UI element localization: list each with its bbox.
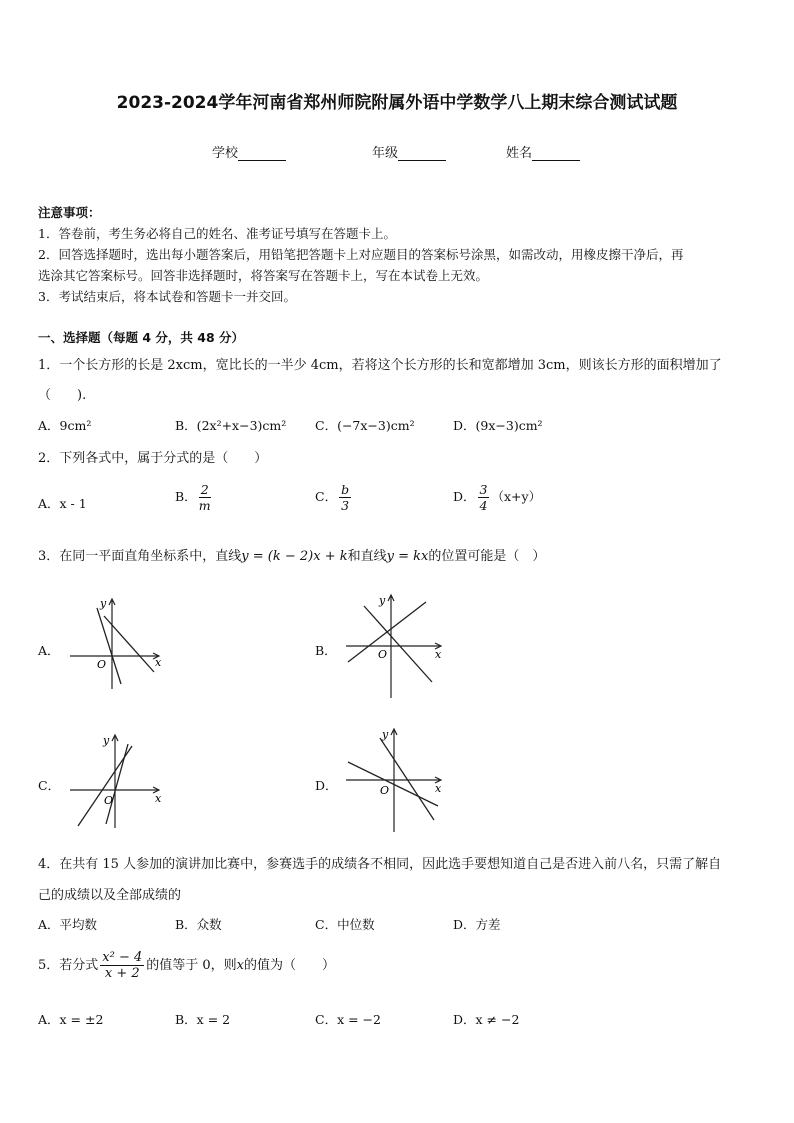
- page-title: 2023-2024学年河南省郑州师院附属外语中学数学八上期末综合测试试题: [116, 93, 678, 113]
- q2-option-d-tail: （x+y）: [491, 489, 542, 504]
- q2-option-d: [453, 482, 541, 513]
- q5-option-a: A．x = ±2: [38, 1012, 104, 1027]
- denominator: m: [198, 498, 211, 513]
- numerator: 3: [479, 482, 488, 497]
- q4-option-a: A．平均数: [38, 917, 98, 932]
- x-axis-label: x: [435, 782, 442, 795]
- q2-option-d-label: D．: [453, 489, 476, 504]
- q5-option-b: B．x = 2: [175, 1012, 231, 1027]
- origin-label: O: [104, 794, 114, 807]
- q3-option-c-label: C．: [38, 778, 61, 793]
- q2-option-a: A．x - 1: [38, 496, 87, 511]
- x-axis-label: x: [435, 648, 442, 661]
- school-label: 学校: [212, 146, 239, 161]
- question-5-stem: [38, 950, 335, 981]
- q5-option-c: C．x = −2: [315, 1012, 381, 1027]
- denominator: 4: [479, 498, 488, 513]
- q5-stem-pre: 5．若分式: [38, 958, 99, 973]
- school-blank: [238, 148, 286, 161]
- q3-graph-d: [342, 726, 447, 836]
- question-3-stem: [38, 545, 545, 564]
- q3-line1-formula: y = (k − 2)x + k: [241, 549, 348, 564]
- q3-graph-c: [66, 732, 166, 830]
- question-4-stem-cont: 己的成绩以及全部成绩的: [38, 888, 182, 903]
- q3-stem-pre: 3．在同一平面直角坐标系中，直线: [38, 549, 242, 564]
- q2-option-b-label: B．: [175, 489, 197, 504]
- grade-label: 年级: [372, 146, 399, 161]
- q3-graph-a: [66, 596, 166, 691]
- origin-label: O: [378, 648, 388, 661]
- q5-variable: x: [236, 958, 245, 973]
- q5-option-d: D．x ≠ −2: [453, 1012, 520, 1027]
- denominator: x + 2: [104, 966, 140, 981]
- q1-option-a: A．9cm²: [38, 418, 92, 433]
- section-heading: 一、选择题（每题 4 分，共 48 分）: [38, 330, 245, 345]
- y-axis-label: y: [379, 594, 386, 607]
- fraction: [199, 482, 211, 513]
- note-item: 选涂其它答案标号。回答非选择题时，将答案写在答题卡上，写在本试卷上无效。: [38, 268, 489, 283]
- question-2-stem: 2．下列各式中，属于分式的是（ ）: [38, 451, 268, 466]
- q2-option-c-label: C．: [315, 489, 338, 504]
- y-axis-label: y: [100, 597, 107, 610]
- y-axis-label: y: [103, 734, 110, 747]
- q1-option-d: D．(9x−3)cm²: [453, 418, 543, 433]
- q5-stem-post: 的值等于 0，则: [146, 958, 237, 973]
- q3-option-d-label: D．: [315, 778, 338, 793]
- numerator: 2: [200, 482, 209, 497]
- grade-blank: [398, 148, 446, 161]
- q3-stem-post: 的位置可能是（ ）: [428, 549, 546, 564]
- notes-heading: 注意事项：: [38, 205, 101, 220]
- q3-option-b-label: B．: [315, 643, 337, 658]
- numerator: x² − 4: [102, 950, 143, 965]
- q4-option-c: C．中位数: [315, 917, 375, 932]
- question-4-stem: 4．在共有 15 人参加的演讲加比赛中，参赛选手的成绩各不相同，因此选手要想知道自己是否进入前八名，只需了解自: [38, 857, 722, 872]
- q2-option-c: [315, 482, 353, 513]
- origin-label: O: [380, 784, 390, 797]
- q5-stem-end: 的值为（ ）: [244, 958, 336, 973]
- q3-stem-mid: 和直线: [347, 549, 387, 564]
- question-1-stem: 1．一个长方形的长是 2xcm，宽比长的一半少 4cm，若将这个长方形的长和宽都增加 3cm，则该长方形的面积增加了: [38, 358, 722, 373]
- name-label: 姓名: [506, 146, 533, 161]
- note-item: 2．回答选择题时，选出每小题答案后，用铅笔把答题卡上对应题目的答案标号涂黑，如需改动，用橡皮擦干净后，再: [38, 247, 684, 262]
- y-axis-label: y: [382, 728, 389, 741]
- numerator: b: [341, 482, 350, 497]
- grade-field: [372, 142, 446, 161]
- q4-option-d: D．方差: [453, 917, 501, 932]
- q2-option-b: [175, 482, 213, 513]
- school-field: [212, 142, 286, 161]
- fraction: [100, 950, 144, 981]
- origin-label: O: [97, 658, 107, 671]
- question-1-stem-cont: （ ).: [38, 388, 87, 403]
- denominator: 3: [341, 498, 350, 513]
- note-item: 1．答卷前，考生务必将自己的姓名、准考证号填写在答题卡上。: [38, 226, 396, 241]
- fraction: [339, 482, 351, 513]
- fraction: [478, 482, 490, 513]
- x-axis-label: x: [155, 656, 162, 669]
- q3-graph-b: [342, 592, 447, 702]
- q4-option-b: B．众数: [175, 917, 222, 932]
- name-field: [506, 142, 580, 161]
- q3-option-a-label: A．: [38, 643, 60, 658]
- x-axis-label: x: [155, 792, 162, 805]
- q1-option-b: B．(2x²+x−3)cm²: [175, 418, 287, 433]
- note-item: 3．考试结束后，将本试卷和答题卡一并交回。: [38, 289, 296, 304]
- q3-line2-formula: y = kx: [386, 549, 429, 564]
- q1-option-c: C．(−7x−3)cm²: [315, 418, 415, 433]
- name-blank: [532, 148, 580, 161]
